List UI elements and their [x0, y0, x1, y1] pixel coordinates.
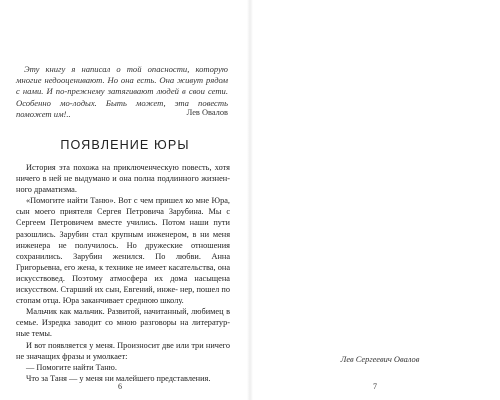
text-line: — Помогите найти Таню. [26, 362, 117, 372]
text-line: ного драматизма. [16, 185, 77, 195]
text-line: ничего в ней не выдумано и она полна подлинного жизнен- [16, 174, 230, 184]
text-line: нер, пошел по стопам отца. Юра заканчивает среднюю школу. [16, 285, 230, 306]
text-line: имеет касательства, она искусствовед. Поэтому атмосфера их [16, 262, 231, 283]
text-line: Мальчик как мальчик. Развитой, начитанный, любимец [26, 307, 224, 317]
portrait-caption: Лев Сергеевич Овалов [340, 355, 420, 364]
paragraph [16, 306, 230, 339]
dialogue-line [16, 362, 230, 373]
epigraph-line: лодых. Быть может, эта повесть поможет им!.. [16, 97, 228, 119]
epigraph-author: Лев Овалов [186, 108, 228, 117]
text-line: ные темы. [16, 329, 52, 339]
text-line: История эта похожа на приключенческую повесть, хотя [26, 163, 230, 172]
paragraph [16, 162, 230, 195]
epigraph-line: И по-прежнему затягивают людей в свои сети. Особенно мо- [16, 86, 229, 108]
page-number-right: 7 [373, 382, 377, 391]
text-line: получилось. Но дружеские отношения сохранились. Зарубин [16, 240, 230, 261]
paragraph [16, 340, 230, 362]
text-line: Что за Таня — у меня ни малейшего представления. [26, 373, 211, 383]
right-page [250, 0, 500, 400]
epigraph-line: Эту книгу я написал о той опасности, которую многие [16, 64, 228, 86]
chapter-title: ПОЯВЛЕНИЕ ЮРЫ [60, 138, 190, 152]
text-line: дома насыщена искусством. Старший их сын, Евгений, инже- [16, 273, 230, 295]
chapter-body [16, 162, 230, 384]
epigraph-line: недооценивают. Но она есть. Она живут рядом с нами. [16, 75, 228, 97]
paragraph [16, 195, 230, 306]
text-line: Зарубин стал крупным инженером, в ни меня инженера не [16, 229, 231, 250]
text-line: женился. По любви. Анна Григорьевна, его жена, к технике не [16, 251, 231, 272]
text-line: И вот появляется у меня. Произносит две или три ничего [26, 340, 230, 350]
page-number-left: 6 [118, 382, 122, 391]
text-line: Петровичем вместе учились. Потом наши пути разошлись. [16, 218, 231, 239]
text-line: в семье. Изредка заводит со мною разговоры на литератур- [16, 307, 230, 328]
text-line: сын моего приятеля Сергея Петровича Зарубина. Мы с Сергеем [16, 207, 230, 228]
text-line: не значащих фразы и умолкает: [16, 351, 128, 361]
text-line: «Помогите найти Таню». Вот с чем пришел ко мне Юра, [26, 196, 230, 206]
